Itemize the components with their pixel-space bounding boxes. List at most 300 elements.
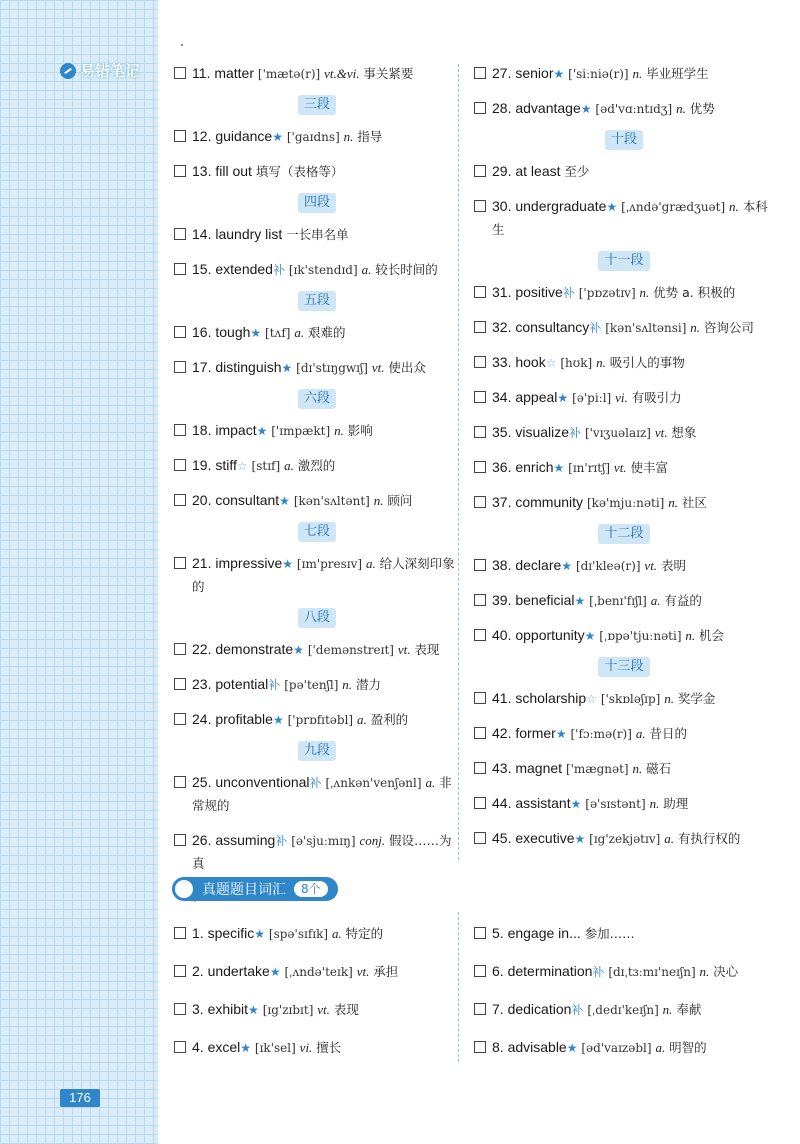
- word-headword: 4. excel: [192, 1039, 241, 1055]
- word-entry: [474, 281, 774, 304]
- word-entry-text: [492, 687, 774, 710]
- sidebar-grid: [0, 0, 158, 1144]
- section-heading-label: 十段: [605, 130, 643, 150]
- word-meaning: 咨询公司: [703, 320, 754, 335]
- word-part-of-speech: n.: [662, 1002, 673, 1017]
- word-part-of-speech: n.: [690, 320, 701, 335]
- word-headword: 35. visualize: [492, 424, 570, 440]
- word-part-of-speech: n.: [342, 677, 353, 692]
- word-headword: 14. laundry list: [192, 226, 283, 242]
- star-icon: ★: [272, 130, 283, 144]
- supplement-mark: 补: [268, 678, 281, 692]
- word-headword: 44. assistant: [492, 795, 571, 811]
- section-heading: [174, 389, 460, 409]
- section-heading: [474, 251, 774, 271]
- star-icon: ★: [254, 927, 266, 941]
- bottom-right-word-column: [474, 922, 774, 1074]
- word-meaning: 毕业班学生: [646, 66, 709, 81]
- word-part-of-speech: vt.&vi.: [324, 66, 360, 81]
- star-icon: ☆: [545, 356, 557, 370]
- checkbox[interactable]: [474, 496, 486, 508]
- word-meaning: 奖学金: [677, 691, 716, 706]
- checkbox[interactable]: [474, 356, 486, 368]
- word-headword: 28. advantage: [492, 100, 581, 116]
- page-number: 176: [60, 1089, 100, 1107]
- word-part-of-speech: conj.: [359, 833, 386, 848]
- section-heading-label: 十二段: [598, 524, 649, 544]
- word-part-of-speech: n.: [729, 199, 739, 214]
- word-entry: [474, 687, 774, 710]
- word-entry-text: [492, 589, 774, 612]
- word-meaning: 助理: [663, 796, 689, 811]
- checkbox[interactable]: [174, 165, 186, 177]
- word-meaning: 明智的: [669, 1040, 707, 1055]
- word-headword: 27. senior: [492, 65, 554, 81]
- star-icon: ★: [279, 494, 290, 508]
- word-entry-text: [192, 922, 454, 945]
- word-part-of-speech: vt.: [613, 460, 627, 475]
- word-entry: [174, 960, 454, 983]
- star-icon: ★: [570, 797, 582, 811]
- word-entry-text: [492, 281, 774, 304]
- word-headword: 25. unconventional: [192, 774, 310, 790]
- word-headword: 7. dedication: [492, 1001, 572, 1017]
- magnifier-icon: [172, 877, 196, 901]
- section-heading: [174, 193, 460, 213]
- word-phonetic: ['prɒfɪtəbl]: [287, 713, 354, 727]
- checkbox[interactable]: [474, 965, 486, 977]
- section-heading: [474, 524, 774, 544]
- star-icon: ★: [574, 594, 586, 608]
- checkbox[interactable]: [174, 643, 186, 655]
- word-phonetic: [ˌɒpə'tjuːnəti]: [599, 629, 682, 643]
- scan-dot: [181, 44, 183, 46]
- word-entry: [174, 708, 460, 731]
- word-headword: 17. distinguish: [192, 359, 282, 375]
- word-entry-text: [192, 160, 460, 183]
- checkbox[interactable]: [474, 797, 486, 809]
- word-entry-text: [492, 757, 774, 780]
- word-part-of-speech: a.: [664, 831, 674, 846]
- word-headword: 18. impact: [192, 422, 257, 438]
- word-meaning: 使丰富: [630, 460, 668, 475]
- star-icon: ★: [282, 557, 294, 571]
- word-meaning: 特定的: [345, 926, 384, 941]
- word-entry-text: [192, 829, 460, 875]
- star-icon: ★: [272, 713, 284, 727]
- word-headword: 43. magnet: [492, 760, 563, 776]
- word-phonetic: ['ɪmpækt]: [271, 424, 331, 438]
- word-headword: 38. declare: [492, 557, 562, 573]
- word-headword: 21. impressive: [192, 555, 283, 571]
- word-phonetic: ['mægnət]: [565, 762, 629, 776]
- section-heading: [174, 95, 460, 115]
- word-entry: [474, 195, 774, 241]
- word-part-of-speech: n.: [699, 964, 710, 979]
- checkbox[interactable]: [474, 461, 486, 473]
- word-entry: [474, 421, 774, 444]
- word-entry: [174, 673, 460, 696]
- word-entry-text: [192, 1036, 454, 1059]
- checkbox[interactable]: [174, 459, 186, 471]
- word-part-of-speech: n.: [334, 423, 344, 438]
- supplement-mark: 补: [571, 1003, 584, 1017]
- star-icon: ★: [574, 832, 586, 846]
- word-part-of-speech: vi.: [615, 390, 628, 405]
- word-meaning: 优势 a. 积极的: [653, 285, 736, 300]
- word-headword: 15. extended: [192, 261, 273, 277]
- word-phonetic: [ɪm'presɪv]: [296, 557, 363, 571]
- word-part-of-speech: n.: [649, 796, 660, 811]
- word-meaning: 影响: [347, 423, 373, 438]
- supplement-mark: 补: [275, 834, 288, 848]
- word-phonetic: [dɪ'stɪŋgwɪʃ]: [296, 361, 368, 375]
- word-entry-text: [192, 223, 460, 246]
- checkbox[interactable]: [474, 67, 486, 79]
- checkbox[interactable]: [474, 426, 486, 438]
- word-meaning: 机会: [699, 628, 725, 643]
- star-icon: ★: [293, 643, 304, 657]
- word-entry-text: [492, 624, 774, 647]
- word-part-of-speech: vt.: [356, 964, 370, 979]
- checkbox[interactable]: [174, 713, 186, 725]
- checkbox[interactable]: [474, 321, 486, 333]
- word-headword: 26. assuming: [192, 832, 276, 848]
- checkbox[interactable]: [174, 678, 186, 690]
- word-entry: [174, 829, 460, 875]
- checkbox[interactable]: [474, 594, 486, 606]
- word-part-of-speech: n.: [664, 691, 674, 706]
- word-meaning: 盈利的: [370, 712, 409, 727]
- word-entry: [174, 356, 460, 379]
- word-phonetic: [spə'sɪfɪk]: [268, 927, 329, 941]
- section-heading: [174, 608, 460, 628]
- word-phonetic: [ˌbenɪ'fɪʃl]: [589, 594, 647, 608]
- section-heading-label: 四段: [298, 193, 336, 213]
- checkbox[interactable]: [474, 1041, 486, 1053]
- word-part-of-speech: n.: [596, 355, 606, 370]
- word-phonetic: [ɪn'rɪtʃ]: [568, 461, 611, 475]
- word-entry-text: [492, 62, 774, 85]
- word-part-of-speech: vt.: [371, 360, 385, 375]
- word-entry-text: [492, 351, 774, 374]
- word-part-of-speech: vt.: [644, 558, 658, 573]
- word-entry: [474, 62, 774, 85]
- word-entry: [174, 419, 460, 442]
- checkbox[interactable]: [474, 102, 486, 114]
- checkbox[interactable]: [474, 762, 486, 774]
- checkbox[interactable]: [174, 1003, 186, 1015]
- word-part-of-speech: n.: [676, 101, 686, 116]
- word-meaning: 艰难的: [307, 325, 346, 340]
- word-entry: [474, 792, 774, 815]
- word-entry-text: [492, 722, 774, 745]
- checkbox[interactable]: [474, 629, 486, 641]
- word-entry: [174, 223, 460, 246]
- checkbox[interactable]: [174, 494, 186, 506]
- word-meaning: 有益的: [664, 593, 702, 608]
- checkbox[interactable]: [474, 200, 486, 212]
- word-entry-text: [492, 421, 774, 444]
- word-part-of-speech: a.: [294, 325, 305, 340]
- word-phonetic: [əd'vaɪzəbl]: [581, 1041, 652, 1055]
- star-icon: ☆: [236, 459, 248, 473]
- star-icon: ★: [555, 727, 567, 741]
- checkbox[interactable]: [474, 391, 486, 403]
- word-meaning: 指导: [357, 129, 383, 144]
- checkbox[interactable]: [174, 965, 186, 977]
- word-headword: 42. former: [492, 725, 556, 741]
- word-phonetic: [ə'piːl]: [572, 391, 612, 405]
- word-entry: [174, 258, 460, 281]
- word-phonetic: ['mætə(r)]: [257, 67, 321, 81]
- section-heading-label: 十三段: [598, 657, 649, 677]
- word-entry: [474, 456, 774, 479]
- word-entry: [474, 160, 774, 183]
- section-heading-label: 十一段: [598, 251, 649, 271]
- word-entry: [174, 62, 460, 85]
- star-icon: ★: [553, 461, 565, 475]
- section-heading-label: 五段: [298, 291, 336, 311]
- word-part-of-speech: a.: [361, 262, 372, 277]
- word-phonetic: [pə'tenʃl]: [284, 678, 339, 692]
- word-meaning: 表现: [414, 642, 440, 657]
- word-phonetic: [ə'sjuːmɪŋ]: [291, 834, 356, 848]
- checkbox[interactable]: [174, 1041, 186, 1053]
- word-entry-text: [192, 960, 454, 983]
- word-part-of-speech: vi.: [299, 1040, 313, 1055]
- word-phonetic: ['vɪʒuəlaɪz]: [584, 426, 651, 440]
- word-headword: 39. beneficial: [492, 592, 575, 608]
- word-headword: 11. matter: [192, 65, 254, 81]
- word-entry: [474, 998, 774, 1021]
- word-headword: 32. consultancy: [492, 319, 590, 335]
- checkbox[interactable]: [474, 832, 486, 844]
- word-phonetic: [dɪ'kleə(r)]: [575, 559, 641, 573]
- word-entry-text: [192, 454, 460, 477]
- word-part-of-speech: n.: [632, 66, 643, 81]
- word-headword: 20. consultant: [192, 492, 280, 508]
- right-word-column: [474, 62, 774, 862]
- checkbox[interactable]: [174, 557, 186, 569]
- word-entry-text: [192, 998, 454, 1021]
- checkbox[interactable]: [174, 776, 186, 788]
- word-entry-text: [492, 792, 774, 815]
- word-meaning: 一长串名单: [286, 227, 349, 242]
- word-part-of-speech: a.: [356, 712, 367, 727]
- checkbox[interactable]: [474, 927, 486, 939]
- word-entry: [174, 638, 460, 661]
- checkbox[interactable]: [474, 692, 486, 704]
- word-headword: 29. at least: [492, 163, 561, 179]
- word-entry: [174, 922, 454, 945]
- checkbox[interactable]: [174, 361, 186, 373]
- word-entry-text: [492, 97, 774, 120]
- word-entry: [474, 827, 774, 850]
- checkbox[interactable]: [174, 326, 186, 338]
- logo-text: 易错笔记: [80, 62, 141, 80]
- word-meaning: 顾问: [387, 493, 413, 508]
- word-headword: 16. tough: [192, 324, 251, 340]
- word-entry: [174, 125, 460, 148]
- word-meaning: 填写（表格等）: [255, 164, 344, 179]
- word-entry-text: [192, 125, 460, 148]
- word-entry: [174, 160, 460, 183]
- star-icon: ★: [240, 1041, 252, 1055]
- word-headword: 30. undergraduate: [492, 198, 607, 214]
- star-icon: ☆: [586, 692, 597, 706]
- supplement-mark: 补: [272, 263, 285, 277]
- word-entry: [174, 321, 460, 344]
- word-entry-text: [192, 356, 460, 379]
- word-part-of-speech: n.: [343, 129, 354, 144]
- star-icon: ★: [281, 361, 293, 375]
- word-headword: 41. scholarship: [492, 690, 587, 706]
- word-phonetic: [hʊk]: [560, 356, 593, 370]
- checkbox[interactable]: [174, 263, 186, 275]
- column-divider-bottom: [458, 912, 459, 1062]
- word-part-of-speech: vt.: [317, 1002, 330, 1017]
- word-phonetic: [kən'sʌltənsi]: [605, 321, 687, 335]
- word-entry: [474, 589, 774, 612]
- word-meaning: 潜力: [355, 677, 381, 692]
- word-part-of-speech: vt.: [654, 425, 668, 440]
- word-entry-text: [492, 1036, 774, 1059]
- star-icon: ★: [269, 965, 281, 979]
- vocab-section-band: [174, 877, 338, 901]
- word-headword: 31. positive: [492, 284, 563, 300]
- word-headword: 22. demonstrate: [192, 641, 294, 657]
- word-entry-text: [192, 552, 460, 598]
- sidebar-logo: [60, 60, 140, 81]
- word-entry: [474, 554, 774, 577]
- word-headword: 23. potential: [192, 676, 269, 692]
- checkbox[interactable]: [174, 424, 186, 436]
- section-heading: [174, 291, 460, 311]
- checkbox[interactable]: [174, 130, 186, 142]
- word-entry: [474, 757, 774, 780]
- word-meaning: 给人深刻印象的: [192, 556, 455, 594]
- word-phonetic: [ə'sɪstənt]: [585, 797, 646, 811]
- word-entry: [474, 97, 774, 120]
- word-entry-text: [492, 827, 774, 850]
- word-phonetic: ['fɔːmə(r)]: [570, 727, 632, 741]
- section-heading-label: 七段: [298, 522, 336, 542]
- checkbox[interactable]: [174, 927, 186, 939]
- star-icon: ★: [248, 1003, 259, 1017]
- vocab-section-count: 8个: [294, 881, 328, 897]
- word-meaning: 假设……为真: [192, 833, 452, 871]
- word-phonetic: [ˌʌndə'grædʒuət]: [621, 200, 726, 214]
- section-heading: [174, 741, 460, 761]
- supplement-mark: 补: [592, 965, 605, 979]
- word-headword: 34. appeal: [492, 389, 558, 405]
- word-entry: [474, 351, 774, 374]
- word-entry: [474, 1036, 774, 1059]
- word-phonetic: [əd'vɑːntɪdʒ]: [595, 102, 673, 116]
- word-entry: [174, 552, 460, 598]
- word-part-of-speech: n.: [639, 285, 650, 300]
- bottom-left-word-column: [174, 922, 454, 1074]
- word-part-of-speech: a.: [366, 556, 376, 571]
- section-heading-label: 九段: [298, 741, 336, 761]
- word-entry: [474, 722, 774, 745]
- word-meaning: 有执行权的: [677, 831, 741, 846]
- section-heading: [474, 657, 774, 677]
- word-meaning: 磁石: [646, 761, 672, 776]
- word-part-of-speech: n.: [632, 761, 643, 776]
- checkbox[interactable]: [474, 727, 486, 739]
- word-phonetic: [kə'mjuːnəti]: [586, 496, 665, 510]
- star-icon: ★: [553, 67, 565, 81]
- section-heading-label: 八段: [298, 608, 336, 628]
- word-phonetic: [tʌf]: [265, 326, 291, 340]
- word-part-of-speech: n.: [373, 493, 384, 508]
- word-headword: 24. profitable: [192, 711, 273, 727]
- word-part-of-speech: a.: [331, 926, 342, 941]
- word-meaning: 事关紧要: [363, 66, 414, 81]
- checkbox[interactable]: [474, 286, 486, 298]
- word-headword: 45. executive: [492, 830, 575, 846]
- word-entry: [174, 998, 454, 1021]
- word-entry-text: [192, 62, 460, 85]
- checkbox[interactable]: [174, 834, 186, 846]
- word-part-of-speech: vt.: [397, 642, 411, 657]
- word-entry-text: [492, 922, 774, 945]
- word-headword: 3. exhibit: [192, 1001, 249, 1017]
- section-heading: [174, 522, 460, 542]
- word-entry: [474, 922, 774, 945]
- word-entry: [474, 624, 774, 647]
- word-entry-text: [192, 489, 460, 512]
- word-entry-text: [492, 554, 774, 577]
- star-icon: ★: [606, 200, 618, 214]
- word-phonetic: [ɪg'zekjətɪv]: [589, 832, 661, 846]
- word-phonetic: [stɪf]: [251, 459, 281, 473]
- word-part-of-speech: a.: [655, 1040, 666, 1055]
- vocab-section-title: 真题题目词汇: [202, 882, 286, 898]
- word-entry-text: [192, 638, 460, 661]
- word-part-of-speech: n.: [685, 628, 696, 643]
- word-phonetic: ['gaɪdns]: [286, 130, 340, 144]
- word-part-of-speech: a.: [650, 593, 661, 608]
- word-headword: 5. engage in...: [492, 925, 581, 941]
- word-meaning: 社区: [681, 495, 707, 510]
- checkbox[interactable]: [474, 1003, 486, 1015]
- star-icon: ★: [557, 391, 569, 405]
- checkbox[interactable]: [474, 165, 486, 177]
- word-entry-text: [492, 160, 774, 183]
- word-phonetic: [ɪg'zɪbɪt]: [262, 1003, 314, 1017]
- word-phonetic: [ˌʌnkən'venʃənl]: [325, 776, 422, 790]
- checkbox[interactable]: [174, 228, 186, 240]
- word-entry-text: [192, 708, 460, 731]
- word-entry: [474, 386, 774, 409]
- word-headword: 19. stiff: [192, 457, 237, 473]
- checkbox[interactable]: [174, 67, 186, 79]
- checkbox[interactable]: [474, 559, 486, 571]
- word-meaning: 激烈的: [297, 458, 336, 473]
- word-entry-text: [192, 771, 460, 817]
- word-entry: [474, 491, 774, 514]
- word-entry-text: [492, 960, 774, 983]
- star-icon: ★: [580, 102, 592, 116]
- word-phonetic: ['demənstreɪt]: [307, 643, 394, 657]
- star-icon: ★: [256, 424, 268, 438]
- word-part-of-speech: n.: [668, 495, 678, 510]
- word-entry-text: [492, 998, 774, 1021]
- word-headword: 12. guidance: [192, 128, 273, 144]
